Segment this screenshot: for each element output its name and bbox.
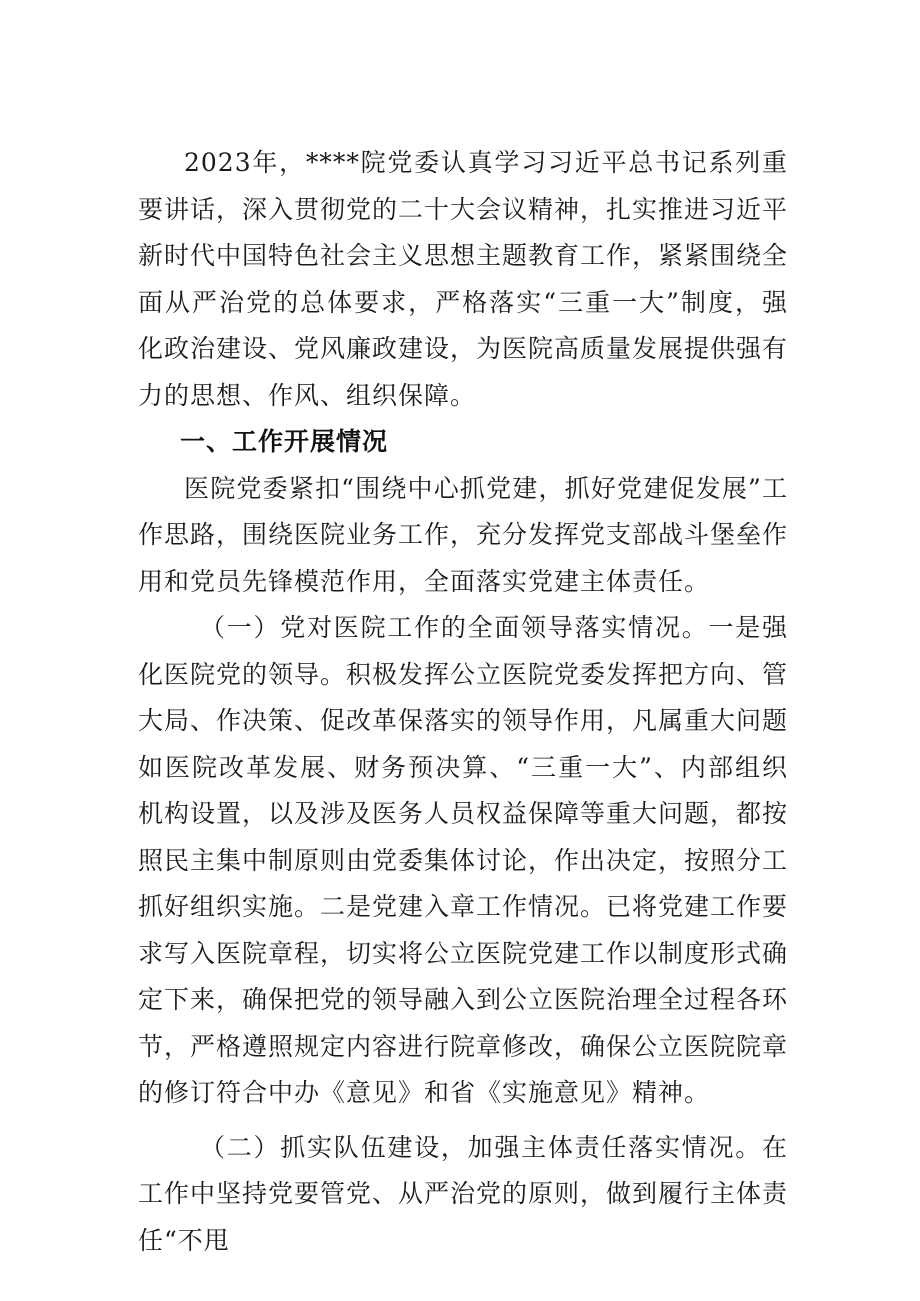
intro-paragraph: 2023年，****院党委认真学习习近平总书记系列重要讲话，深入贯彻党的二十大会议精神，扎实推进习近平新时代中国特色社会主义思想主题教育工作，紧紧围绕全面从严治党的总体要求，严格落实“三重一大”制度，强化政治建设、党风廉政建设，为医院高质量发展提供强有力的思想、作风、组织保障。 <box>138 148 789 410</box>
document-body <box>138 140 788 1264</box>
section-heading: 一、工作开展情况 <box>180 427 389 456</box>
section-intro-paragraph: 医院党委紧扣“围绕中心抓党建，抓好党建促发展”工作思路，围绕医院业务工作，充分发挥党支部战斗堡垒作用和党员先锋模范作用，全面落实党建主体责任。 <box>138 473 789 596</box>
subsection-paragraph-2: （二）抓实队伍建设，加强主体责任落实情况。在工作中坚持党要管党、从严治党的原则，做到履行主体责任“不甩 <box>138 1132 789 1255</box>
subsection-paragraph-1: （一）党对医院工作的全面领导落实情况。一是强化医院党的领导。积极发挥公立医院党委发挥把方向、管大局、作决策、促改革保落实的领导作用，凡属重大问题如医院改革发展、财务预决算、“三重一大”、内部组织机构设置，以及涉及医务人员权益保障等重大问题，都按照民主集中制原则由党委集体讨论，作出决定，按照分工抓好组织实施。二是党建入章工作情况。已将党建工作要求写入医院章程，切实将公立医院党建工作以制度形式确定下来，确保把党的领导融入到公立医院治理全过程各环节，严格遵照规定内容进行院章修改，确保公立医院院章的修订符合中办《意见》和省《实施意见》精神。 <box>138 613 789 1107</box>
